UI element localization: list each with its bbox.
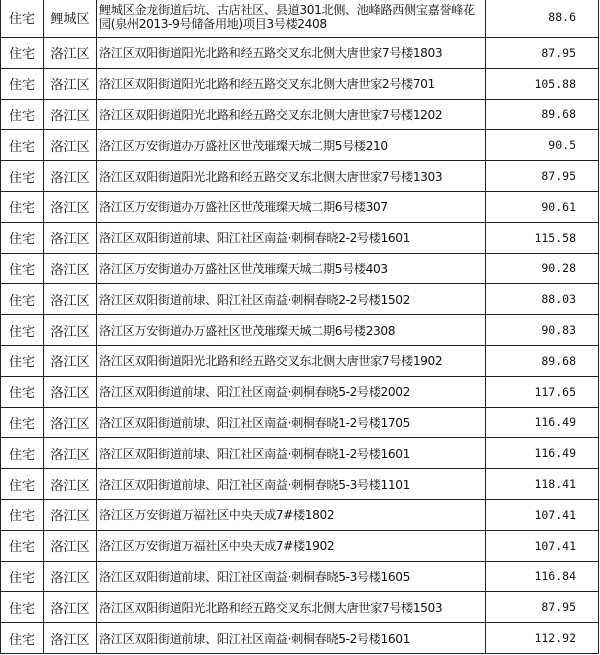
property-type-cell: 住宅 (1, 623, 44, 654)
district-cell: 洛江区 (44, 191, 97, 222)
table-row (1, 38, 599, 69)
area-cell: 112.92 (486, 623, 599, 654)
table-row (1, 345, 599, 376)
district-cell: 洛江区 (44, 345, 97, 376)
district-cell: 洛江区 (44, 161, 97, 192)
table-row (1, 315, 599, 346)
area-cell: 116.84 (486, 561, 599, 592)
table-row (1, 253, 599, 284)
address-cell: 洛江区双阳街道前埭、阳江社区南益·刺桐春晓5-3号楼1101 (97, 469, 486, 500)
address-cell: 洛江区双阳街道阳光北路和经五路交叉东北侧大唐世家7号楼1202 (97, 99, 486, 130)
district-cell: 洛江区 (44, 130, 97, 161)
table-row (1, 530, 599, 561)
district-cell: 鲤城区 (44, 0, 97, 38)
address-cell: 洛江区双阳街道前埭、阳江社区南益·刺桐春晓2-2号楼1601 (97, 222, 486, 253)
area-cell: 89.68 (486, 345, 599, 376)
address-cell: 洛江区双阳街道阳光北路和经五路交叉东北侧大唐世家7号楼1803 (97, 38, 486, 69)
table-body (1, 0, 599, 653)
district-cell: 洛江区 (44, 561, 97, 592)
district-cell: 洛江区 (44, 68, 97, 99)
district-cell: 洛江区 (44, 438, 97, 469)
table-row (1, 68, 599, 99)
table-row (1, 130, 599, 161)
district-cell: 洛江区 (44, 469, 97, 500)
table-row (1, 376, 599, 407)
address-cell: 洛江区双阳街道前埭、阳江社区南益·刺桐春晓5-2号楼1601 (97, 623, 486, 654)
table-row (1, 191, 599, 222)
area-cell: 88.6 (486, 0, 599, 38)
table-row (1, 284, 599, 315)
table-row (1, 592, 599, 623)
address-cell: 洛江区双阳街道前埭、阳江社区南益·刺桐春晓1-2号楼1601 (97, 438, 486, 469)
district-cell: 洛江区 (44, 376, 97, 407)
property-type-cell: 住宅 (1, 592, 44, 623)
address-cell: 洛江区万安街道万福社区中央天成7#楼1902 (97, 530, 486, 561)
property-type-cell: 住宅 (1, 530, 44, 561)
property-type-cell: 住宅 (1, 315, 44, 346)
address-cell: 洛江区万安街道办万盛社区世茂璀璨天城二期6号楼307 (97, 191, 486, 222)
area-cell: 107.41 (486, 499, 599, 530)
district-cell: 洛江区 (44, 284, 97, 315)
address-cell: 洛江区双阳街道阳光北路和经五路交叉东北侧大唐世家2号楼701 (97, 68, 486, 99)
area-cell: 87.95 (486, 38, 599, 69)
table-row (1, 161, 599, 192)
table-row (1, 222, 599, 253)
property-type-cell: 住宅 (1, 407, 44, 438)
address-cell: 洛江区双阳街道阳光北路和经五路交叉东北侧大唐世家7号楼1503 (97, 592, 486, 623)
property-type-cell: 住宅 (1, 68, 44, 99)
property-type-cell: 住宅 (1, 0, 44, 38)
table-row (1, 99, 599, 130)
address-cell: 洛江区双阳街道前埭、阳江社区南益·刺桐春晓2-2号楼1502 (97, 284, 486, 315)
district-cell: 洛江区 (44, 315, 97, 346)
district-cell: 洛江区 (44, 99, 97, 130)
area-cell: 116.49 (486, 407, 599, 438)
property-type-cell: 住宅 (1, 253, 44, 284)
area-cell: 116.49 (486, 438, 599, 469)
area-cell: 115.58 (486, 222, 599, 253)
address-cell: 洛江区双阳街道阳光北路和经五路交叉东北侧大唐世家7号楼1902 (97, 345, 486, 376)
area-cell: 107.41 (486, 530, 599, 561)
district-cell: 洛江区 (44, 530, 97, 561)
property-type-cell: 住宅 (1, 284, 44, 315)
property-type-cell: 住宅 (1, 345, 44, 376)
table-row (1, 561, 599, 592)
property-type-cell: 住宅 (1, 222, 44, 253)
property-type-cell: 住宅 (1, 130, 44, 161)
table-row (1, 499, 599, 530)
address-cell: 洛江区双阳街道阳光北路和经五路交叉东北侧大唐世家7号楼1303 (97, 161, 486, 192)
property-type-cell: 住宅 (1, 561, 44, 592)
district-cell: 洛江区 (44, 592, 97, 623)
area-cell: 90.83 (486, 315, 599, 346)
property-type-cell: 住宅 (1, 191, 44, 222)
address-cell: 洛江区双阳街道前埭、阳江社区南益·刺桐春晓1-2号楼1705 (97, 407, 486, 438)
area-cell: 90.28 (486, 253, 599, 284)
address-cell: 洛江区万安街道办万盛社区世茂璀璨天城二期5号楼210 (97, 130, 486, 161)
address-cell: 洛江区双阳街道前埭、阳江社区南益·刺桐春晓5-2号楼2002 (97, 376, 486, 407)
area-cell: 87.95 (486, 161, 599, 192)
area-cell: 90.5 (486, 130, 599, 161)
property-type-cell: 住宅 (1, 161, 44, 192)
property-type-cell: 住宅 (1, 499, 44, 530)
property-type-cell: 住宅 (1, 438, 44, 469)
table-row (1, 438, 599, 469)
table-row (1, 623, 599, 654)
district-cell: 洛江区 (44, 253, 97, 284)
address-cell: 洛江区双阳街道前埭、阳江社区南益·刺桐春晓5-3号楼1605 (97, 561, 486, 592)
area-cell: 117.65 (486, 376, 599, 407)
property-type-cell: 住宅 (1, 376, 44, 407)
table-row (1, 0, 599, 38)
area-cell: 89.68 (486, 99, 599, 130)
property-type-cell: 住宅 (1, 469, 44, 500)
property-type-cell: 住宅 (1, 38, 44, 69)
table-row (1, 407, 599, 438)
area-cell: 90.61 (486, 191, 599, 222)
property-type-cell: 住宅 (1, 99, 44, 130)
district-cell: 洛江区 (44, 407, 97, 438)
area-cell: 118.41 (486, 469, 599, 500)
district-cell: 洛江区 (44, 222, 97, 253)
area-cell: 105.88 (486, 68, 599, 99)
area-cell: 88.03 (486, 284, 599, 315)
address-cell: 洛江区万安街道办万盛社区世茂璀璨天城二期6号楼2308 (97, 315, 486, 346)
address-cell: 鲤城区金龙街道后坑、古店社区、县道301北侧、池峰路西侧宝嘉誉峰花园(泉州2013-9号储备用地)项目3号楼2408 (97, 0, 486, 38)
address-cell: 洛江区万安街道万福社区中央天成7#楼1802 (97, 499, 486, 530)
district-cell: 洛江区 (44, 499, 97, 530)
address-cell: 洛江区万安街道办万盛社区世茂璀璨天城二期5号楼403 (97, 253, 486, 284)
district-cell: 洛江区 (44, 38, 97, 69)
table-row (1, 469, 599, 500)
area-cell: 87.95 (486, 592, 599, 623)
district-cell: 洛江区 (44, 623, 97, 654)
